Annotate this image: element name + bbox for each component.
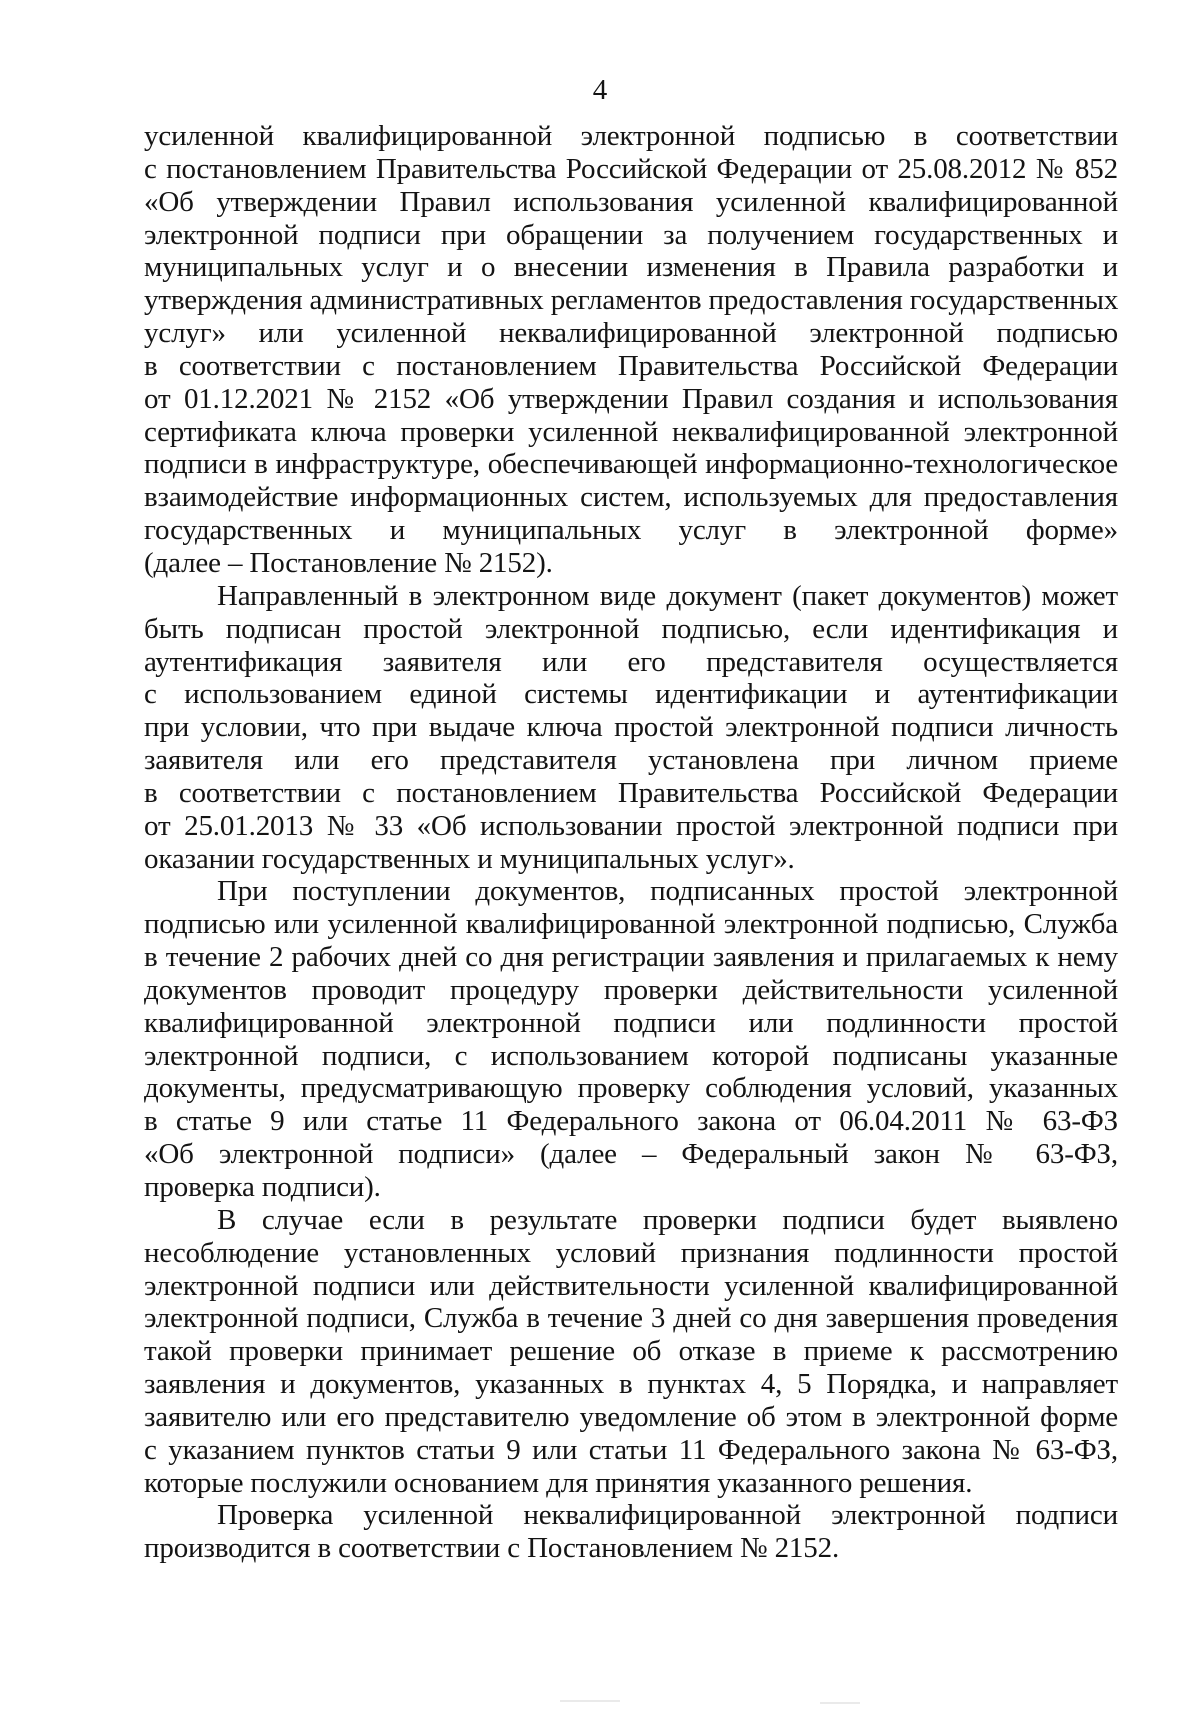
paragraph (144, 1499, 1118, 1565)
text-line: государственных и муниципальных услуг в электронной форме» (144, 514, 1118, 547)
paragraph (144, 875, 1118, 1203)
text-line: взаимодействие информационных систем, используемых для предоставления (144, 481, 1118, 514)
text-line: от 01.12.2021 № 2152 «Об утверждении Правил создания и использования (144, 382, 1118, 415)
text-line: «Об электронной подписи» (далее – Федеральный закон № 63-ФЗ, (144, 1138, 1118, 1171)
text-line: которые послужили основанием для принятия указанного решения. (144, 1466, 973, 1499)
text-line: аутентификация заявителя или его представителя осуществляется (144, 645, 1118, 678)
text-line: оказании государственных и муниципальных услуг». (144, 842, 795, 875)
text-line: такой проверки принимает решение об отказе в приеме к рассмотрению (144, 1335, 1118, 1368)
text-line: электронной подписи, с использованием которой подписаны указанные (144, 1039, 1118, 1072)
text-line: подписью или усиленной квалифицированной электронной подписью, Служба (144, 908, 1118, 941)
text-line: быть подписан простой электронной подписью, если идентификация и (144, 612, 1118, 645)
text-line: утверждения административных регламентов предоставления государственных (144, 284, 1119, 317)
text-line: квалифицированной электронной подписи или подлинности простой (144, 1006, 1118, 1039)
text-line: электронной подписи или действительности усиленной квалифицированной (144, 1269, 1118, 1302)
text-line: услуг» или усиленной неквалифицированной электронной подписью (144, 317, 1118, 350)
text-line: в соответствии с постановлением Правительства Российской Федерации (144, 349, 1118, 382)
text-line: в соответствии с постановлением Правительства Российской Федерации (144, 776, 1118, 809)
text-line: В случае если в результате проверки подписи будет выявлено (217, 1203, 1118, 1236)
text-line: (далее – Постановление № 2152). (144, 546, 553, 579)
paragraph (144, 120, 1118, 580)
text-line: При поступлении документов, подписанных простой электронной (217, 875, 1118, 908)
scan-artifact (560, 1700, 620, 1702)
text-line: производится в соответствии с Постановлением № 2152. (144, 1532, 840, 1565)
paragraph (144, 1204, 1118, 1500)
paragraph (144, 580, 1118, 876)
text-line: заявителя или его представителя установлена при личном приеме (144, 744, 1118, 777)
text-line: электронной подписи, Служба в течение 3 дней со дня завершения проведения (144, 1302, 1118, 1335)
text-line: заявления и документов, указанных в пунктах 4, 5 Порядка, и направляет (144, 1368, 1118, 1401)
text-line: несоблюдение установленных условий признания подлинности простой (144, 1236, 1118, 1269)
text-line: заявителю или его представителю уведомление об этом в электронной форме (144, 1400, 1118, 1433)
text-line: в течение 2 рабочих дней со дня регистрации заявления и прилагаемых к нему (144, 941, 1118, 974)
text-line: электронной подписи при обращении за получением государственных и (144, 218, 1118, 251)
text-line: с указанием пунктов статьи 9 или статьи 11 Федерального закона № 63-ФЗ, (144, 1433, 1118, 1466)
text-line: документы, предусматривающую проверку соблюдения условий, указанных (144, 1072, 1118, 1105)
text-line: с использованием единой системы идентификации и аутентификации (144, 678, 1118, 711)
document-body (144, 120, 1118, 1565)
text-line: проверка подписи). (144, 1171, 381, 1203)
text-line: сертификата ключа проверки усиленной неквалифицированной электронной (144, 415, 1118, 448)
text-line: в статье 9 или статье 11 Федерального закона от 06.04.2011 № 63-ФЗ (144, 1105, 1118, 1138)
text-line: «Об утверждении Правил использования усиленной квалифицированной (144, 185, 1118, 218)
text-line: с постановлением Правительства Российской Федерации от 25.08.2012 № 852 (144, 152, 1118, 185)
text-line: усиленной квалифицированной электронной подписью в соответствии (144, 120, 1118, 152)
text-line: при условии, что при выдаче ключа простой электронной подписи личность (144, 711, 1118, 744)
page-number: 4 (592, 74, 608, 106)
text-line: от 25.01.2013 № 33 «Об использовании простой электронной подписи при (144, 809, 1118, 842)
text-line: муниципальных услуг и о внесении изменения в Правила разработки и (144, 251, 1118, 284)
text-line: подписи в инфраструктуре, обеспечивающей информационно-технологическое (144, 448, 1118, 481)
text-line: Направленный в электронном виде документ (пакет документов) может (217, 579, 1118, 612)
text-line: Проверка усиленной неквалифицированной электронной подписи (217, 1499, 1118, 1532)
scan-artifact (820, 1702, 860, 1704)
text-line: документов проводит процедуру проверки действительности усиленной (144, 973, 1118, 1006)
